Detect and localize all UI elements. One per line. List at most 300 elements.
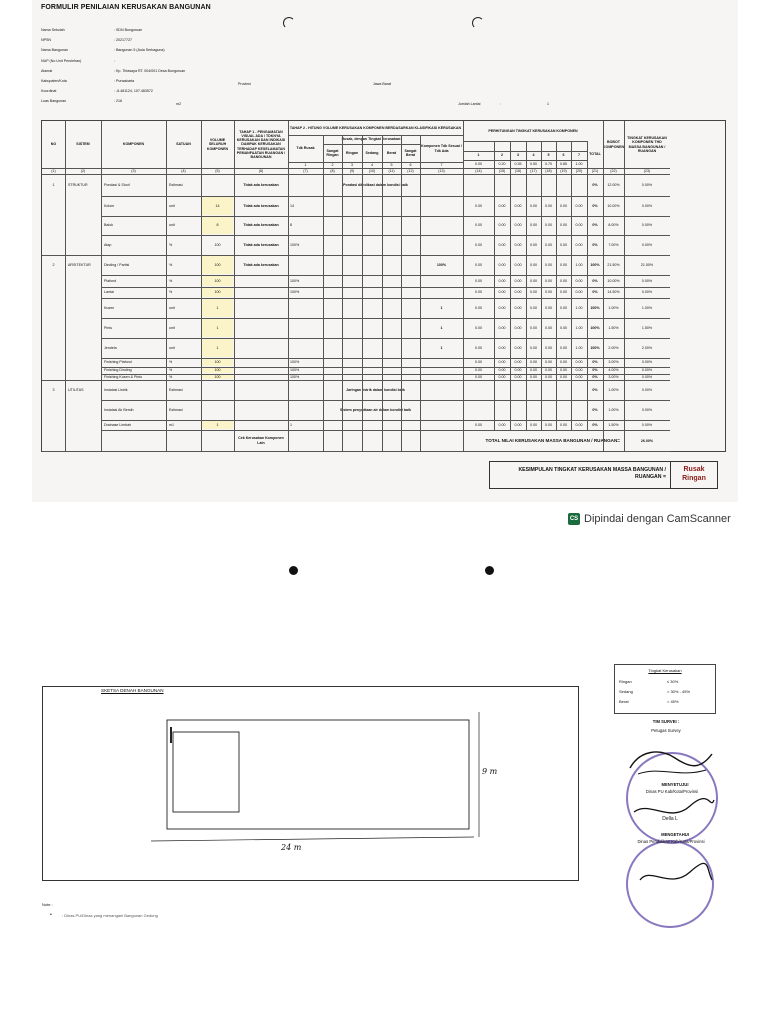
calc-number: 5	[547, 153, 550, 158]
row-calc-value: 0.00	[498, 262, 506, 267]
index-cell: (5)	[215, 168, 220, 173]
grid-line-v	[603, 121, 604, 451]
floors-sep: :	[500, 102, 501, 106]
grid-line-v	[401, 135, 402, 451]
row-tdk-sesuai	[420, 235, 463, 255]
legend-value: > 30% - 45%	[667, 689, 691, 694]
row-tahap1	[234, 358, 288, 367]
col-satuan: SATUAN	[176, 142, 191, 147]
row-tingkat: 0.00%	[641, 242, 653, 247]
col-tingkat: TINGKAT KERUSAKAN KOMPONEN THD MASSA BANGUNAN / RUANGAN	[627, 136, 667, 153]
row-sistem	[65, 298, 101, 318]
row-tingkat: 0.00%	[641, 387, 653, 392]
info-key: Nama Bangunan	[41, 48, 68, 53]
row-sistem	[65, 235, 101, 255]
class-number: 6	[409, 162, 412, 167]
row-tdk-rusak	[288, 338, 323, 358]
row-no	[42, 318, 65, 338]
row-tahap1	[234, 318, 288, 338]
row-calc-value: 0.00	[530, 203, 537, 208]
row-satuan: %	[169, 360, 173, 365]
row-volume	[201, 380, 234, 400]
row-no	[42, 275, 65, 287]
row-sistem	[65, 420, 101, 430]
approve-label: MENYETUJUI	[661, 782, 689, 787]
row-span-note: Sistem penyediaan air dalam kondisi baik	[339, 407, 412, 412]
col-rusak-group: Rusak, dengan Tingkat Kerusakan:	[341, 137, 402, 142]
row-sistem	[65, 358, 101, 367]
row-satuan: unit	[169, 223, 175, 228]
row-komponen: Jendela	[104, 345, 117, 350]
punch-hole-icon	[485, 566, 494, 575]
index-cell: (16)	[514, 168, 522, 173]
row-komponen: Instalasi Listrik	[104, 387, 128, 392]
conclusion-box	[489, 461, 718, 489]
grid-line-v	[494, 141, 495, 430]
row-tdk-rusak: 14	[290, 203, 294, 208]
row-calc-value: 0.00	[475, 360, 482, 365]
row-bobot: 12.00%	[607, 182, 620, 187]
calc-number: 6	[562, 153, 565, 158]
row-tingkat: 0.00%	[641, 182, 653, 187]
row-calc-value: 0.00	[530, 242, 537, 247]
row-no: 3	[52, 387, 55, 392]
row-calc-value: 0.00	[530, 223, 537, 228]
legend-key: Sedang	[619, 689, 633, 694]
row-total: 0%	[592, 203, 598, 208]
row-bobot: 4.00%	[608, 368, 619, 373]
calc-factor: 0.70	[545, 161, 552, 166]
row-bobot: 1.00%	[608, 387, 619, 392]
row-satuan: unit	[169, 325, 175, 330]
legend-value: ≤ 30%	[667, 679, 679, 684]
row-span-note: Jaringan listrik dalam kondisi baik	[346, 387, 405, 392]
col-sedang: Sedang	[365, 150, 379, 155]
row-calc-value: 0.00	[545, 345, 552, 350]
calc-factor: 0.35	[514, 161, 522, 166]
row-tingkat: 0.00%	[641, 290, 653, 295]
row-calc-value: 0.00	[514, 360, 522, 365]
conclusion-divider	[670, 462, 671, 488]
row-tdk-sesuai: 1	[440, 325, 443, 330]
grid-line-v	[382, 135, 383, 451]
row-komponen: Finishing Kusen & Pintu	[104, 374, 143, 379]
grid-line-v	[65, 121, 66, 451]
row-sistem	[65, 275, 101, 287]
col-volume: VOLUME SELURUH KOMPONEN	[206, 138, 229, 151]
index-cell: (3)	[131, 168, 136, 173]
row-komponen: Finishing Dinding	[104, 368, 132, 373]
row-calc-value: 0.00	[530, 262, 537, 267]
row-calc-value: 0.00	[475, 262, 482, 267]
row-calc-value: 0.00	[475, 242, 482, 247]
grid-line-h	[101, 374, 670, 375]
row-calc-value: 0.00	[575, 278, 583, 283]
row-calc-value: 0.00	[560, 422, 567, 427]
class-number: 5	[390, 162, 393, 167]
row-sistem	[65, 338, 101, 358]
row-tahap1	[234, 400, 288, 420]
row-tdk-sesuai	[420, 358, 463, 367]
row-calc-value: 0.00	[498, 368, 506, 373]
class-number: 1	[304, 162, 307, 167]
col-no: NO	[50, 142, 57, 147]
row-calc-value: 0.00	[530, 305, 537, 310]
row-tdk-rusak: 100%	[290, 290, 300, 295]
row-calc-value: 0.00	[560, 242, 567, 247]
row-volume	[201, 400, 234, 420]
row-calc-value: 0.00	[545, 374, 552, 379]
floor-plan-sketch	[42, 686, 579, 881]
note-bullet: •	[50, 912, 52, 918]
row-satuan: unit	[169, 345, 175, 350]
row-satuan: Estimasi	[169, 182, 183, 187]
row-calc-value: 0.00	[545, 223, 552, 228]
row-calc-value: 0.00	[545, 325, 552, 330]
grid-line-v	[101, 121, 102, 451]
class-number: 4	[371, 162, 373, 167]
row-calc-value: 0.00	[514, 422, 522, 427]
approve-org: Dinas PU Kab/Kota/Provinsi	[645, 789, 699, 794]
legend-value: > 45%	[667, 699, 679, 704]
row-sistem: ARSITEKTUR	[68, 262, 91, 267]
index-cell: (8)	[330, 168, 335, 173]
row-satuan: %	[169, 262, 173, 267]
grid-line-h	[463, 151, 587, 152]
row-calc-value: 0.00	[530, 374, 537, 379]
col-ringan: Ringan	[345, 150, 359, 155]
info-key: Kabupaten/Kota	[41, 79, 67, 83]
grid-line-h	[101, 430, 670, 431]
col-komponen: KOMPONEN	[122, 142, 145, 147]
row-calc-value: 0.00	[560, 374, 567, 379]
index-cell: (19)	[560, 168, 567, 173]
row-calc-value: 0.00	[475, 290, 482, 295]
row-no	[42, 420, 65, 430]
row-satuan: Estimasi	[169, 407, 183, 412]
grid-line-v	[288, 121, 289, 451]
row-calc-value: 0.00	[498, 360, 506, 365]
row-satuan: %	[169, 278, 173, 283]
grid-line-v	[556, 141, 557, 430]
row-tdk-rusak	[288, 318, 323, 338]
row-calc-value: 0.00	[545, 422, 552, 427]
row-komponen: Pondasi & Sloof	[104, 182, 130, 187]
row-volume: 8	[216, 223, 219, 228]
grid-line-v	[571, 141, 572, 430]
row-no: 1	[52, 182, 55, 187]
info-value: : SDN Bunguruan	[114, 28, 143, 32]
grid-line-v	[342, 135, 343, 451]
calc-factor: 0.00	[475, 161, 482, 166]
row-tahap1	[234, 367, 288, 374]
row-calc-value: 0.00	[575, 203, 583, 208]
index-cell: (18)	[545, 168, 552, 173]
grid-line-v	[201, 121, 202, 451]
grid-line-h	[42, 451, 670, 452]
row-tahap1	[234, 420, 288, 430]
row-tdk-sesuai	[420, 275, 463, 287]
grid-line-h	[288, 135, 463, 136]
row-bobot: 2.00%	[608, 345, 619, 350]
class-number: 7	[440, 162, 443, 167]
row-total: 0%	[592, 278, 598, 283]
row-tahap1	[234, 338, 288, 358]
row-sistem	[65, 318, 101, 338]
index-cell: (4)	[181, 168, 186, 173]
grid-line-h	[101, 275, 670, 276]
row-tdk-rusak: 1	[290, 422, 292, 427]
punch-hole-icon	[289, 566, 298, 575]
grid-line-h	[101, 400, 670, 401]
row-volume: 100	[214, 242, 221, 247]
row-calc-value: 0.00	[545, 242, 552, 247]
row-calc-value: 0.00	[475, 278, 482, 283]
area-unit: m2	[176, 102, 181, 106]
row-tdk-rusak: 8	[290, 223, 292, 228]
row-tdk-rusak	[288, 255, 323, 275]
row-calc-value: 0.00	[498, 345, 506, 350]
grid-line-v	[541, 141, 542, 430]
info-value: : -6.481124, 107.483572	[114, 89, 153, 94]
row-calc-value: 0.00	[560, 305, 567, 310]
row-tdk-sesuai: 100%	[436, 262, 447, 267]
grid-line-v	[362, 135, 363, 451]
grid-line-h	[42, 380, 670, 381]
grid-line-h	[288, 162, 463, 163]
row-no	[42, 338, 65, 358]
row-calc-value: 0.00	[575, 242, 583, 247]
row-volume	[201, 174, 234, 196]
legend-title: Tingkat Kerusakan	[648, 668, 682, 673]
building-info	[41, 28, 461, 108]
legend-key: Berat	[619, 699, 629, 704]
row-calc-value: 0.00	[498, 325, 506, 330]
row-komponen: Pintu	[104, 325, 113, 330]
row-satuan: m1	[169, 422, 174, 427]
conclusion-label: KESIMPULAN TINGKAT KERUSAKAN MASSA BANGUNAN / RUANGAN =	[518, 467, 666, 480]
row-tingkat: 0.00%	[641, 360, 653, 365]
info-value: : Bangunan 5 (Aula Serbaguna)	[114, 48, 165, 53]
index-cell: (22)	[610, 168, 617, 173]
row-bobot: 1.00%	[608, 305, 619, 310]
row-tdk-rusak: 100%	[290, 368, 300, 373]
row-calc-value: 0.00	[514, 223, 522, 228]
grid-line-h	[101, 216, 670, 217]
row-satuan: Estimasi	[169, 387, 183, 392]
row-tahap1: Tidak ada kerusakan	[243, 223, 279, 228]
row-sistem	[65, 216, 101, 235]
grid-line-h	[463, 141, 587, 142]
grid-line-h	[101, 235, 670, 236]
row-volume: 100	[214, 374, 221, 379]
row-calc-value: 0.00	[560, 290, 567, 295]
know-org: Dinas Pendidikan Kab/Kota/Provinsi	[637, 839, 705, 844]
row-volume: 14	[215, 203, 220, 208]
camscanner-logo: CS	[568, 513, 580, 525]
index-cell: (1)	[51, 168, 56, 173]
row-tdk-rusak: 100%	[290, 374, 300, 379]
row-no: 2	[52, 262, 55, 267]
row-calc-value: 0.00	[545, 360, 552, 365]
row-calc-value: 0.00	[560, 325, 567, 330]
calc-factor: 0.85	[560, 161, 567, 166]
punch-hole-icon	[472, 17, 484, 29]
row-total: 0%	[592, 387, 598, 392]
row-total: 0%	[592, 182, 598, 187]
row-calc-value: 0.00	[545, 278, 552, 283]
info-key: Koordinat	[41, 89, 57, 94]
info-key: Nama Sekolah	[41, 28, 65, 32]
row-calc-value: 0.00	[475, 203, 482, 208]
grid-line-h	[101, 318, 670, 319]
index-cell: (2)	[80, 168, 86, 173]
row-komponen: Lantai	[104, 290, 114, 295]
row-calc-value: 0.00	[545, 290, 552, 295]
row-bobot: 10.00%	[607, 278, 620, 283]
row-tdk-sesuai	[420, 196, 463, 216]
row-total: 0%	[592, 407, 598, 412]
row-calc-value: 1.00	[575, 305, 583, 310]
row-tingkat: 0.00%	[641, 368, 653, 373]
info-value: : Purwakarta	[114, 79, 135, 83]
row-calc-value: 0.00	[475, 223, 482, 228]
row-tahap1	[234, 298, 288, 318]
info-key: Alamat	[41, 68, 53, 73]
row-calc-value: 0.00	[575, 290, 583, 295]
row-calc-value: 0.00	[530, 368, 537, 373]
index-cell: (10)	[368, 168, 376, 173]
row-calc-value: 0.00	[514, 242, 522, 247]
class-number: 3	[351, 162, 353, 167]
row-no	[42, 298, 65, 318]
row-komponen: Kusen	[104, 305, 115, 310]
row-tdk-rusak: 100%	[290, 360, 300, 365]
note-label: Note :	[42, 902, 53, 907]
row-calc-value: 1.00	[575, 325, 583, 330]
row-bobot: 8.00%	[608, 223, 619, 228]
row-komponen: Dinding / Partisi	[104, 262, 130, 267]
col-tdk-rusak: Tdk Rusak	[296, 146, 315, 151]
row-total: 0%	[592, 360, 598, 365]
col-total: TOTAL	[589, 152, 601, 157]
row-tahap1: Tidak ada kerusakan	[243, 203, 279, 208]
row-sistem: STRUKTUR	[68, 182, 88, 187]
row-volume: 1	[216, 422, 219, 427]
row-calc-value: 0.00	[514, 305, 522, 310]
form-title: FORMULIR PENILAIAN KERUSAKAN BANGUNAN	[41, 4, 211, 11]
index-cell: (17)	[530, 168, 537, 173]
row-total: 0%	[592, 374, 598, 379]
row-tingkat: 0.00%	[641, 223, 653, 228]
row-bobot: 1.50%	[608, 422, 619, 427]
row-bobot: 1.00%	[608, 407, 619, 412]
col-berat: Berat	[386, 150, 397, 155]
row-komponen: Drainase Limbah	[104, 422, 132, 427]
index-cell: (12)	[407, 168, 414, 173]
cek-kerusakan-label: Cek Kerusakan Komponen Lain	[238, 436, 284, 445]
row-calc-value: 0.00	[475, 305, 482, 310]
row-bobot: 10.00%	[607, 203, 620, 208]
row-tingkat: 1.50%	[641, 325, 653, 330]
row-total: 100%	[590, 345, 600, 350]
sketch-title: SKETSA DENAH BANGUNAN	[101, 688, 164, 693]
floor-plan-drawing	[43, 687, 578, 880]
grid-line-h	[101, 338, 670, 339]
row-volume: 100	[214, 368, 221, 373]
row-calc-value: 0.00	[498, 242, 506, 247]
row-total: 0%	[592, 223, 598, 228]
class-number: 2	[331, 162, 334, 167]
row-calc-value: 0.00	[498, 374, 506, 379]
row-calc-value: 0.00	[514, 345, 522, 350]
row-calc-value: 0.00	[575, 223, 583, 228]
grid-line-v	[526, 141, 527, 430]
row-volume: 100	[214, 360, 221, 365]
row-satuan: %	[169, 368, 173, 373]
row-calc-value: 0.00	[545, 203, 552, 208]
grid-line-v	[463, 121, 464, 451]
row-calc-value: 0.00	[514, 203, 522, 208]
row-no	[42, 287, 65, 298]
surveyor-label: Petugas Survey	[651, 728, 681, 733]
calc-factor: 1.00	[575, 161, 583, 166]
row-calc-value: 0.00	[575, 368, 583, 373]
row-tahap1	[234, 380, 288, 400]
row-calc-value: 0.00	[514, 262, 522, 267]
row-calc-value: 0.00	[498, 203, 506, 208]
row-calc-value: 0.00	[514, 368, 522, 373]
grid-line-v	[587, 141, 588, 430]
row-tdk-sesuai	[420, 287, 463, 298]
index-cell: (21)	[591, 168, 599, 173]
row-tingkat: 1.00%	[641, 305, 653, 310]
index-cell: (9)	[349, 168, 355, 173]
row-no	[42, 235, 65, 255]
row-calc-value: 0.00	[514, 278, 522, 283]
grid-line-h	[463, 160, 587, 161]
row-calc-value: 0.00	[530, 360, 537, 365]
row-satuan: unit	[169, 203, 175, 208]
info-value: : 20217727	[114, 38, 132, 43]
calc-number: 2	[501, 153, 503, 158]
total-label: TOTAL NILAI KERUSAKAN MASSA BANGUNAN / RUANGAN=	[485, 437, 620, 443]
grid-line-v	[234, 121, 235, 451]
row-volume: 100	[214, 278, 221, 283]
row-tdk-sesuai	[420, 367, 463, 374]
row-tdk-sesuai	[420, 216, 463, 235]
camscanner-text: Dipindai dengan CamScanner	[584, 513, 731, 525]
col-sangat_berat: Sangat Berat	[404, 148, 417, 157]
row-sistem: UTILITAS	[68, 387, 84, 392]
row-tdk-rusak: 100%	[290, 242, 300, 247]
index-cell: (6)	[258, 168, 264, 173]
row-total: 0%	[592, 368, 598, 373]
row-calc-value: 0.00	[545, 262, 552, 267]
info-key: Luas Bangunan	[41, 99, 67, 104]
grid-line-h	[42, 174, 670, 175]
grid-line-h	[101, 298, 670, 299]
row-calc-value: 0.00	[498, 223, 506, 228]
row-tingkat: 21.50%	[640, 262, 654, 267]
row-tdk-rusak	[288, 298, 323, 318]
row-tdk-sesuai: 1	[440, 305, 443, 310]
row-calc-value: 0.00	[475, 345, 482, 350]
row-calc-value: 0.00	[545, 305, 552, 310]
row-satuan: %	[169, 374, 173, 379]
row-calc-value: 0.00	[575, 374, 583, 379]
row-komponen: Atap	[104, 242, 112, 247]
